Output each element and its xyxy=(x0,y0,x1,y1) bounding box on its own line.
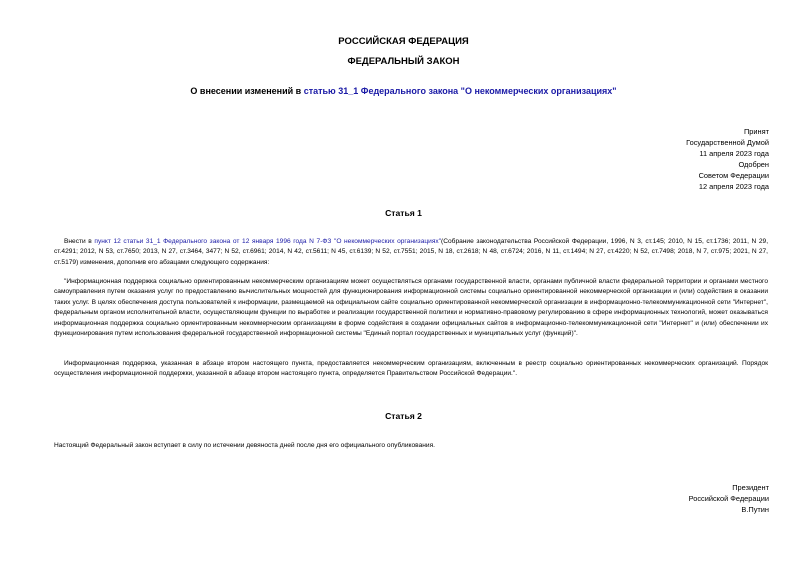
article-1-title: Статья 1 xyxy=(385,208,422,218)
adoption-line: Государственной Думой xyxy=(686,138,769,148)
article-2-text: Настоящий Федеральный закон вступает в силу по истечении девяноста дней после дня его официального опубликования. xyxy=(54,442,435,449)
signature-block xyxy=(689,482,769,515)
article-1-intro xyxy=(54,237,768,268)
article-1-intro-suffix: (Собрание законодательства Российской Федерации, 1996, N 3, ст.145; 2010, N 15, ст.1736; 2011, N 29, ст.4291; 2012, N 53, ст.7650; 2013, N 27, ст.3464, 3477; N 52, ст.6961; 2014, N 42, ст.5611; N 45, ст.6139; N 52, ст.7551; 2015, N 18, ст.2618; N 48, ст.6724; 2016, N 11, ст.1494; N 27, ст.4220; N 52, ст.7498; 2018, N 7, ст.975; 2021, N 27, ст.5179) изменения, дополнив его абзацами следующего содержания: xyxy=(54,238,769,266)
country-heading: РОССИЙСКАЯ ФЕДЕРАЦИЯ xyxy=(338,36,469,47)
adoption-line: Советом Федерации xyxy=(698,171,769,181)
law-title-prefix: О внесении изменений в xyxy=(190,86,304,96)
signature-line: В.Путин xyxy=(741,505,769,515)
article-1-intro-link[interactable]: пункт 12 статьи 31_1 Федерального закона от 12 января 1996 года N 7-ФЗ "О некоммерческих организациях" xyxy=(94,238,442,245)
signature-line: Президент xyxy=(732,483,769,492)
adoption-line: Принят xyxy=(743,127,769,136)
adoption-line: 11 апреля 2023 года xyxy=(699,149,769,159)
article-1-intro-prefix: Внести в xyxy=(64,238,95,245)
article-1-quote-paragraph-2: Информационная поддержка, указанная в абзаце втором настоящего пункта, предоставляется некоммерческим организациям, включенным в реестр социально ориентированных некоммерческих организаций. Порядок осуществления информационной поддержки, указанной в абзаце втором настоящего пункта, определяется Правительством Российской Федерации.". xyxy=(54,360,768,378)
adoption-block xyxy=(686,126,769,193)
article-1-quote-paragraph-1: "Информационная поддержка социально ориентированным некоммерческим организациям может осуществляться органами государственной власти, органами публичной власти федеральной территории и органами местного самоуправления путем оказания услуг по предоставлению вычислительных мощностей для функционирования информационной системы социально ориентированной некоммерческой организации и (или) содействия в оказании таких услуг. В целях обеспечения доступа пользователей к информации, размещаемой на официальном сайте социально ориентированной некоммерческой организации в информационно-телекоммуникационной сети "Интернет", федеральным органом исполнительной власти, осуществляющим функции по выработке и реализации государственной политики и нормативно-правовому регулированию в сфере информационных технологий, может оказываться информационная поддержка социально ориентированным некоммерческим организациям в форме содействия в создании официальных сайтов в информационно-телекоммуникационной сети "Интернет" и (или) обеспечении их функционирования путем использования федеральной государственной информационной системы "Единый портал государственных и муниципальных услуг (функций)". xyxy=(54,278,768,338)
adoption-line: Одобрен xyxy=(738,160,769,170)
law-title xyxy=(0,86,807,96)
article-2-title: Статья 2 xyxy=(385,411,422,421)
law-title-link[interactable]: статью 31_1 Федерального закона "О некоммерческих организациях" xyxy=(303,86,617,96)
law-type-heading: ФЕДЕРАЛЬНЫЙ ЗАКОН xyxy=(347,56,460,67)
signature-line: Российской Федерации xyxy=(688,494,769,504)
adoption-line: 12 апреля 2023 года xyxy=(698,182,769,192)
